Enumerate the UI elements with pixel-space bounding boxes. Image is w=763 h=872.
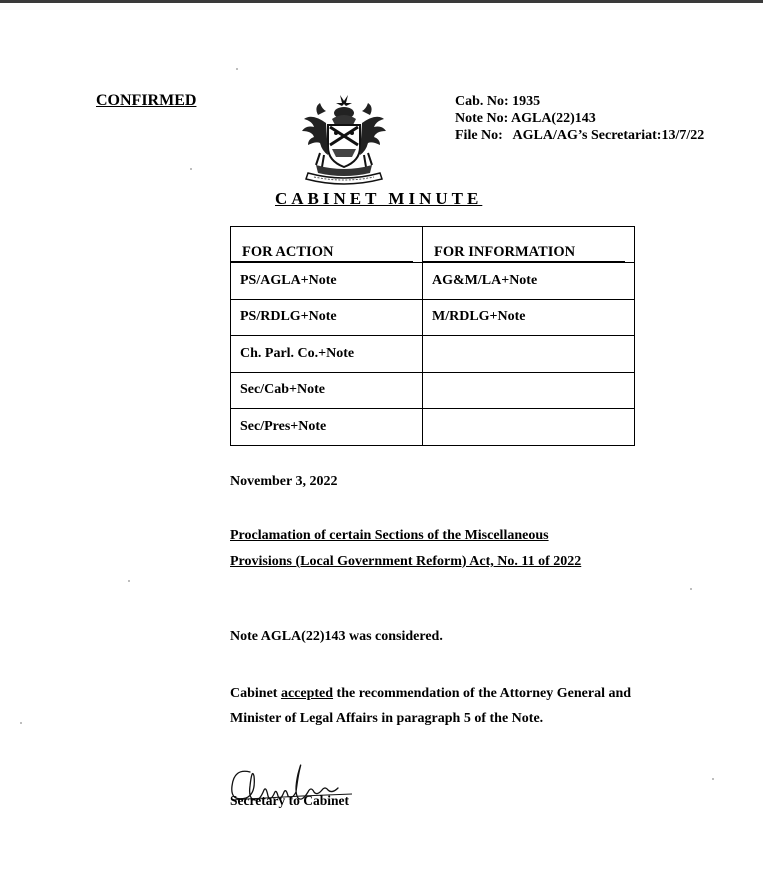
table-row [231, 263, 635, 300]
note-number: Note No: AGLA(22)143 [455, 111, 596, 126]
decision-emphasis: accepted [280, 686, 334, 701]
column-header-information: FOR INFORMATION [423, 227, 635, 263]
document-title: CABINET MINUTE [275, 189, 483, 208]
table-row [231, 299, 635, 336]
action-cell: Sec/Cab+Note [231, 372, 423, 409]
information-cell: M/RDLG+Note [423, 299, 635, 336]
scan-speck [236, 68, 238, 70]
action-cell: PS/RDLG+Note [231, 299, 423, 336]
information-cell [423, 409, 635, 446]
scan-speck [20, 722, 22, 724]
column-header-action: FOR ACTION [231, 227, 423, 263]
information-cell: AG&M/LA+Note [423, 263, 635, 300]
reference-numbers [455, 93, 704, 144]
cabinet-number: Cab. No: 1935 [455, 94, 541, 109]
action-cell: Ch. Parl. Co.+Note [231, 336, 423, 373]
information-cell [423, 372, 635, 409]
confirmed-stamp: CONFIRMED [96, 92, 197, 109]
table-header-row [231, 227, 635, 263]
action-cell: PS/AGLA+Note [231, 263, 423, 300]
file-number: File No: AGLA/AG’s Secretariat:13/7/22 [455, 128, 705, 143]
scan-top-border [0, 0, 763, 3]
scan-speck [690, 588, 692, 590]
signatory-title: Secretary to Cabinet [230, 793, 349, 808]
coat-of-arms-icon [296, 93, 392, 185]
consideration-statement: Note AGLA(22)143 was considered. [230, 629, 443, 644]
table-row [231, 409, 635, 446]
cabinet-decision: Cabinet accepted the recommendation of the Attorney General and Minister of Legal Affairs in paragraph 5 of the Note. [230, 686, 632, 726]
minute-subject: Proclamation of certain Sections of the Miscellaneous Provisions (Local Government Reform) Act, No. 11 of 2022 [230, 528, 582, 569]
information-cell [423, 336, 635, 373]
distribution-table [230, 226, 635, 446]
table-row [231, 372, 635, 409]
scan-speck [190, 168, 192, 170]
minute-date: November 3, 2022 [230, 474, 338, 489]
scan-speck [128, 580, 130, 582]
scan-speck [712, 778, 714, 780]
action-cell: Sec/Pres+Note [231, 409, 423, 446]
table-row [231, 336, 635, 373]
